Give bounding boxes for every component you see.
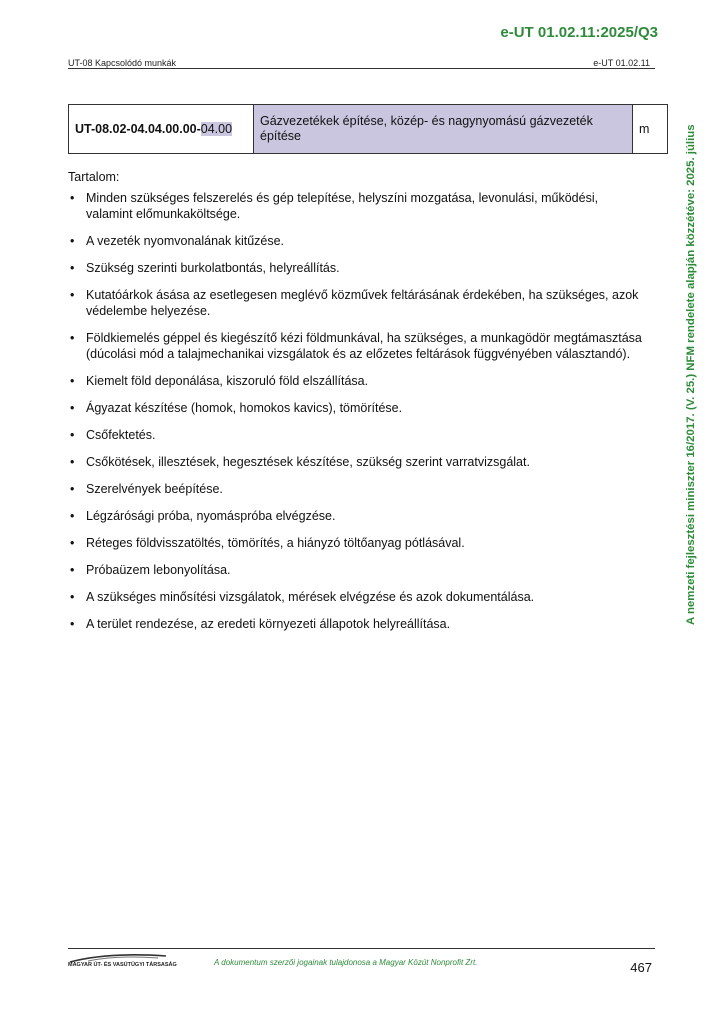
chapter-title: UT-08 Kapcsolódó munkák	[68, 58, 177, 68]
list-item	[68, 508, 648, 524]
list-item-text: Földkiemelés géppel és kiegészítő kézi földmunkával, ha szükséges, a munkagödör megtámasztása (dúcolási mód a talajmechanikai vizsgálatok és az előzetes feltárások függvényében választandó).	[86, 331, 642, 361]
list-item-text: Ágyazat készítése (homok, homokos kavics), tömörítése.	[86, 401, 403, 415]
list-item	[68, 427, 648, 443]
list-item-text: Csőkötések, illesztések, hegesztések készítése, szükség szerint varratvizsgálat.	[86, 455, 530, 469]
header-divider	[68, 68, 655, 69]
list-item	[68, 287, 648, 319]
list-item	[68, 481, 648, 497]
item-code	[69, 105, 254, 154]
list-item-text: Kutatóárkok ásása az esetlegesen meglévő közművek feltárásának érdekében, ha szükséges, azok védelembe helyezése.	[86, 288, 639, 318]
list-item	[68, 260, 648, 276]
list-item	[68, 454, 648, 470]
bullet-icon: •	[70, 428, 75, 442]
list-item-text: Szükség szerinti burkolatbontás, helyreállítás.	[86, 261, 340, 275]
bullet-icon: •	[70, 234, 75, 248]
copyright-notice: A dokumentum szerzői jogainak tulajdonosa a Magyar Közút Nonprofit Zrt.	[214, 958, 478, 967]
bullet-icon: •	[70, 590, 75, 604]
bullet-icon: •	[70, 288, 75, 302]
bullet-icon: •	[70, 509, 75, 523]
bullet-icon: •	[70, 191, 75, 205]
list-item-text: Réteges földvisszatöltés, tömörítés, a hiányzó töltőanyag pótlásával.	[86, 536, 465, 550]
list-item	[68, 190, 648, 222]
list-item-text: Kiemelt föld deponálása, kiszoruló föld elszállítása.	[86, 374, 369, 388]
bullet-icon: •	[70, 401, 75, 415]
bullet-icon: •	[70, 261, 75, 275]
item-code-suffix: 04.00	[200, 122, 233, 136]
page-number: 467	[630, 960, 652, 975]
list-item-text: A terület rendezése, az eredeti környezeti állapotok helyreállítása.	[86, 617, 451, 631]
list-item	[68, 400, 648, 416]
bullet-icon: •	[70, 331, 75, 345]
list-item	[68, 562, 648, 578]
list-item-text: Próbaüzem lebonyolítása.	[86, 563, 231, 577]
list-item-text: A szükséges minősítési vizsgálatok, mérések elvégzése és azok dokumentálása.	[86, 590, 535, 604]
publication-note: A nemzeti fejlesztési miniszter 16/2017. (V. 25.) NFM rendelete alapján közzétéve: 2025. július	[685, 124, 697, 625]
bullet-icon: •	[70, 536, 75, 550]
list-item	[68, 589, 648, 605]
content-heading: Tartalom:	[68, 170, 120, 184]
document-id: e-UT 01.02.11:2025/Q3	[500, 24, 658, 41]
list-item	[68, 616, 648, 632]
bullet-icon: •	[70, 482, 75, 496]
item-table	[68, 104, 668, 154]
society-logo-text: MAGYAR ÚT- ÉS VASÚTÜGYI TÁRSASÁG	[68, 962, 177, 968]
list-item-text: Szerelvények beépítése.	[86, 482, 223, 496]
list-item-text: Csőfektetés.	[86, 428, 156, 442]
item-row	[69, 105, 668, 154]
bullet-icon: •	[70, 455, 75, 469]
list-item	[68, 373, 648, 389]
list-item-text: Légzárósági próba, nyomáspróba elvégzése.	[86, 509, 336, 523]
item-code-prefix: UT-08.02-04.04.00.00-	[75, 122, 201, 136]
bullet-icon: •	[70, 617, 75, 631]
item-unit: m	[633, 105, 668, 154]
list-item	[68, 535, 648, 551]
footer-divider	[68, 948, 655, 949]
item-description: Gázvezetékek építése, közép- és nagynyomású gázvezeték építése	[254, 105, 633, 154]
list-item	[68, 233, 648, 249]
document-reference: e-UT 01.02.11	[593, 58, 650, 68]
list-item-text: Minden szükséges felszerelés és gép telepítése, helyszíni mozgatása, levonulási, működési, valamint előmunkaköltsége.	[86, 191, 599, 221]
list-item-text: A vezeték nyomvonalának kitűzése.	[86, 234, 285, 248]
bullet-icon: •	[70, 563, 75, 577]
list-item	[68, 330, 648, 362]
bullet-icon: •	[70, 374, 75, 388]
scope-list	[68, 190, 648, 643]
